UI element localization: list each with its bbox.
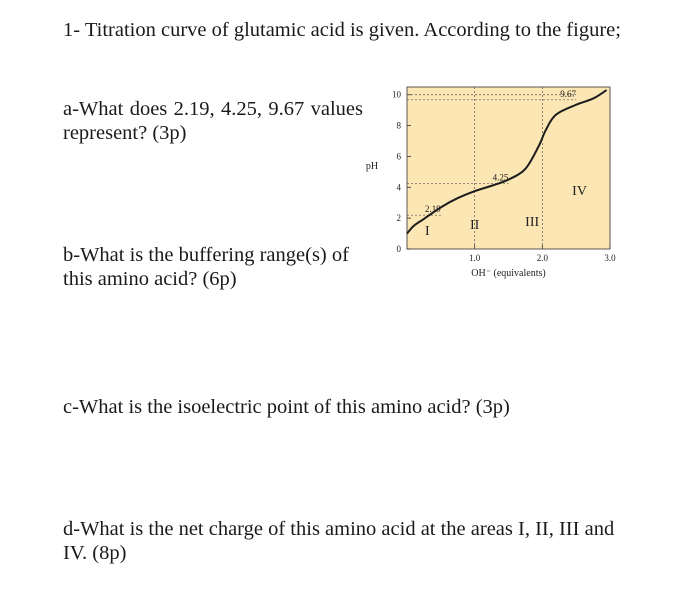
y-tick-label: 2 <box>396 213 401 224</box>
y-tick-label: 10 <box>392 89 401 100</box>
x-axis-label: OH⁻ (equivalents) <box>471 268 546 279</box>
y-tick-label: 6 <box>396 151 401 162</box>
x-tick-label: 1.0 <box>469 253 481 263</box>
pka-label: 9.67 <box>560 88 577 99</box>
region-label: II <box>470 217 480 233</box>
region-label: I <box>424 224 430 240</box>
x-tick-label: 3.0 <box>604 253 616 263</box>
y-tick-label: 0 <box>396 244 401 254</box>
pka-label: 4.25 <box>492 172 509 183</box>
question-a: a-What does 2.19, 4.25, 9.67 values represent? (3p) <box>63 98 363 144</box>
y-axis-label: pH <box>365 160 379 172</box>
titration-curve-chart <box>360 75 650 295</box>
y-tick-label: 4 <box>396 182 401 193</box>
region-label: III <box>525 214 540 230</box>
region-label: IV <box>572 184 587 199</box>
y-tick-label: 8 <box>396 120 401 131</box>
question-d: d-What is the net charge of this amino acid at the areas I, II, III and IV. (8p) <box>63 518 615 564</box>
plot-background <box>407 87 610 249</box>
pka-label: 2.19 <box>424 204 441 215</box>
x-tick-label: 2.0 <box>536 253 548 263</box>
question-title: 1- Titration curve of glutamic acid is given. According to the figure; <box>63 19 621 41</box>
question-c: c-What is the isoelectric point of this amino acid? (3p) <box>63 396 510 418</box>
question-b: b-What is the buffering range(s) of this amino acid? (6p) <box>63 244 349 290</box>
